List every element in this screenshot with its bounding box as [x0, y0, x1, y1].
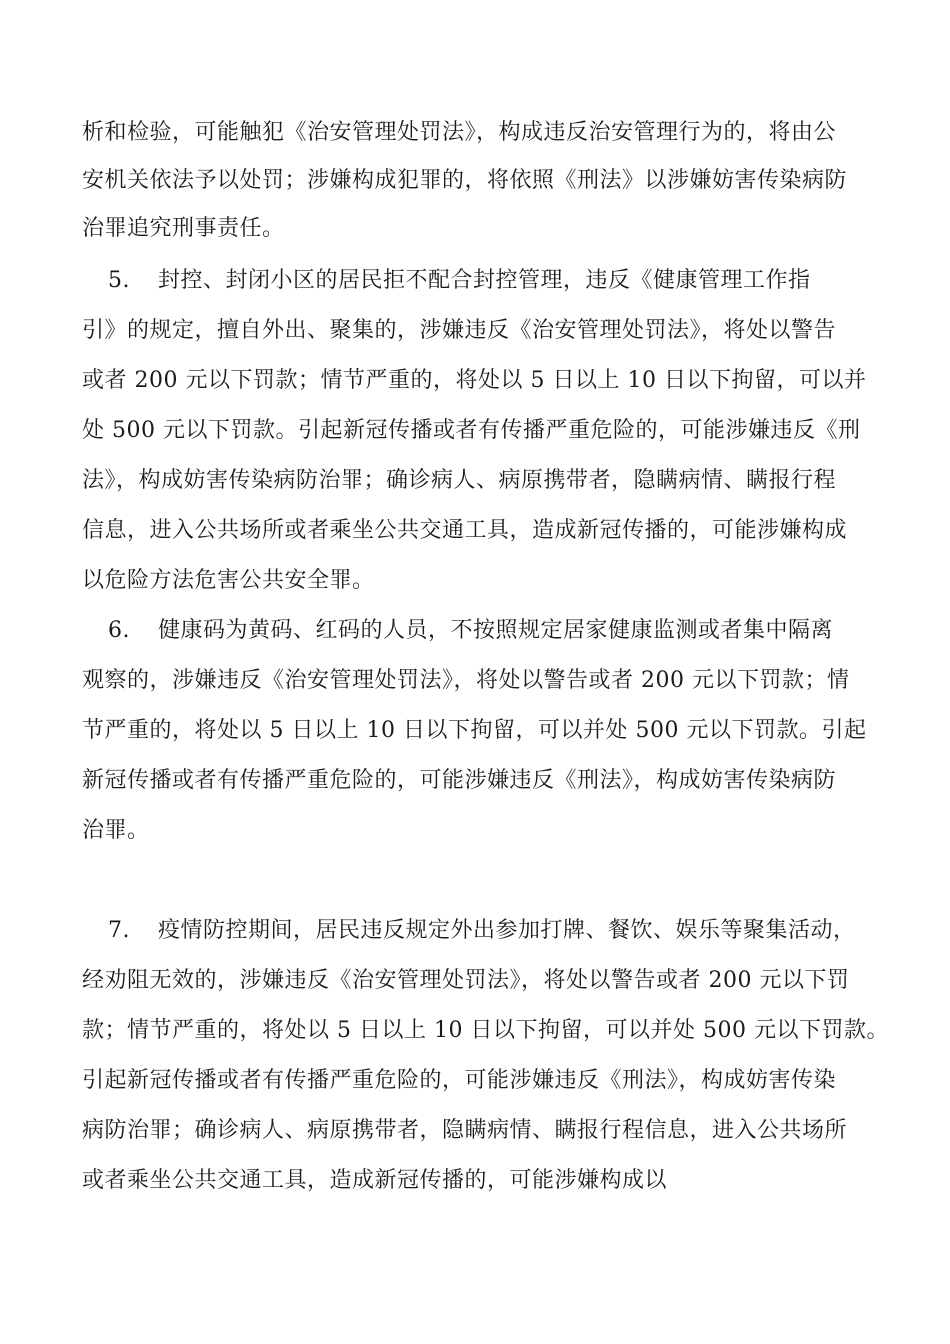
paragraph-line: 观察的，涉嫌违反《治安管理处罚法》，将处以警告或者 200 元以下罚款；情 [82, 668, 850, 693]
paragraph-line: 以危险方法危害公共安全罪。 [82, 568, 375, 593]
paragraph-line: 信息，进入公共场所或者乘坐公共交通工具，造成新冠传播的，可能涉嫌构成 [82, 518, 848, 543]
paragraph-line: 安机关依法予以处罚；涉嫌构成犯罪的，将依照《刑法》以涉嫌妨害传染病防 [82, 168, 848, 193]
paragraph-line: 治罪。 [82, 818, 150, 843]
paragraph-line: 款；情节严重的，将处以 5 日以上 10 日以下拘留，可以并处 500 元以下罚款。 [82, 1018, 889, 1043]
paragraph-line: 新冠传播或者有传播严重危险的，可能涉嫌违反《刑法》，构成妨害传染病防 [82, 768, 837, 793]
list-item-number: 7. [108, 918, 130, 943]
list-item-number: 5. [108, 268, 130, 293]
paragraph-line: 法》，构成妨害传染病防治罪；确诊病人、病原携带者，隐瞒病情、瞒报行程 [82, 468, 837, 493]
paragraph-line: 疫情防控期间，居民违反规定外出参加打牌、餐饮、娱乐等聚集活动， [158, 918, 856, 943]
paragraph-line: 经劝阻无效的，涉嫌违反《治安管理处罚法》，将处以警告或者 200 元以下罚 [82, 968, 850, 993]
list-item-6 [108, 616, 908, 646]
list-item-number: 6. [108, 618, 130, 643]
list-item-5 [108, 266, 908, 296]
paragraph-line: 或者 200 元以下罚款；情节严重的，将处以 5 日以上 10 日以下拘留，可以并 [82, 368, 867, 393]
paragraph-line: 节严重的，将处以 5 日以上 10 日以下拘留，可以并处 500 元以下罚款。引起 [82, 718, 867, 743]
list-item-7 [108, 916, 908, 946]
paragraph-line: 或者乘坐公共交通工具，造成新冠传播的，可能涉嫌构成以 [82, 1168, 668, 1193]
paragraph-line: 引起新冠传播或者有传播严重危险的，可能涉嫌违反《刑法》，构成妨害传染 [82, 1068, 837, 1093]
paragraph-line: 析和检验，可能触犯《治安管理处罚法》，构成违反治安管理行为的，将由公 [82, 120, 837, 145]
paragraph-line: 处 500 元以下罚款。引起新冠传播或者有传播严重危险的，可能涉嫌违反《刑 [82, 418, 861, 443]
paragraph-line: 封控、封闭小区的居民拒不配合封控管理，违反《健康管理工作指 [158, 268, 811, 293]
paragraph-line: 病防治罪；确诊病人、病原携带者，隐瞒病情、瞒报行程信息，进入公共场所 [82, 1118, 848, 1143]
paragraph-line: 引》的规定，擅自外出、聚集的，涉嫌违反《治安管理处罚法》，将处以警告 [82, 318, 837, 343]
paragraph-line: 健康码为黄码、红码的人员，不按照规定居家健康监测或者集中隔离 [158, 618, 834, 643]
paragraph-line: 治罪追究刑事责任。 [82, 216, 285, 241]
